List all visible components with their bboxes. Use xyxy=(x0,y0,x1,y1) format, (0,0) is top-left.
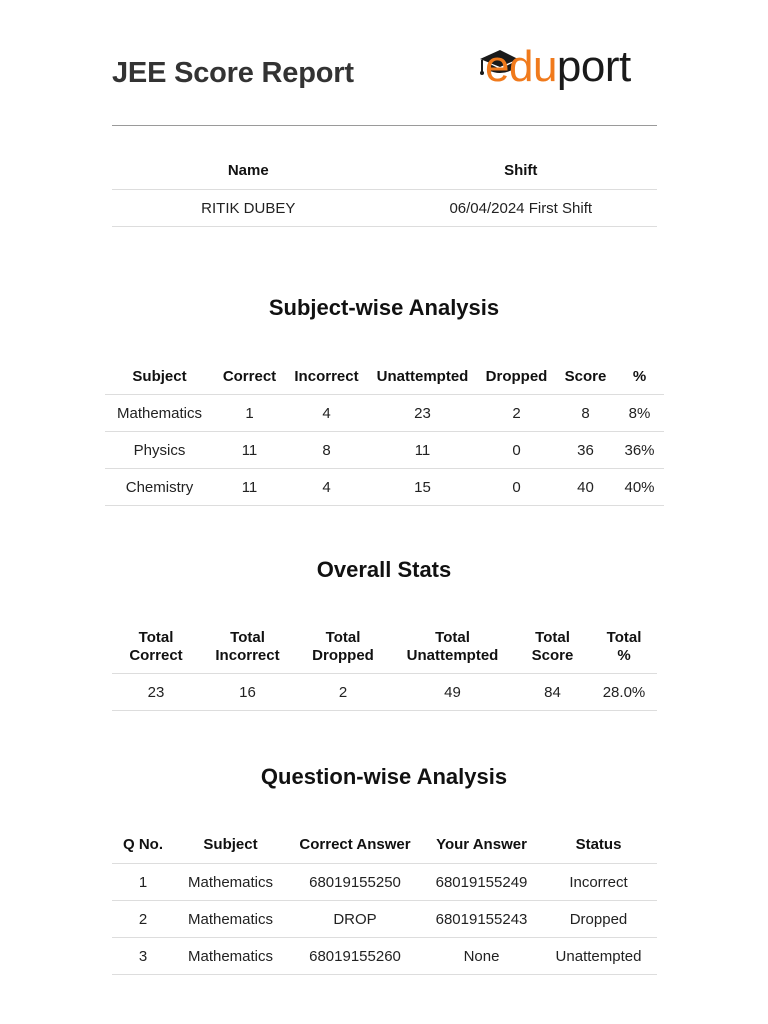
table-cell: 0 xyxy=(477,432,556,469)
table-cell: 23 xyxy=(112,674,200,711)
table-cell: Mathematics xyxy=(174,938,287,975)
table-cell: 11 xyxy=(214,469,285,506)
column-header: Correct xyxy=(222,367,277,385)
table-cell: 36% xyxy=(615,432,664,469)
column-header-name: Name xyxy=(227,162,269,179)
question-analysis-table xyxy=(112,826,657,975)
table-header-row xyxy=(105,358,664,395)
table-cell: 2 xyxy=(295,674,391,711)
table-row xyxy=(105,469,664,506)
table-cell: 2 xyxy=(112,901,174,938)
column-header: Q No. xyxy=(123,836,163,853)
table-cell: Mathematics xyxy=(105,395,214,432)
table-cell: 28.0% xyxy=(591,674,657,711)
column-header: Your Answer xyxy=(436,836,527,853)
logo-text-port: port xyxy=(556,42,631,91)
table-cell: 36 xyxy=(556,432,615,469)
column-header: Dropped xyxy=(485,367,548,385)
table-header-row xyxy=(112,620,657,674)
student-name: RITIK DUBEY xyxy=(112,190,385,227)
header-divider xyxy=(112,125,657,126)
column-header: Total Correct xyxy=(129,628,183,664)
table-cell: Incorrect xyxy=(540,864,657,901)
table-cell: 15 xyxy=(368,469,477,506)
table-cell: 23 xyxy=(368,395,477,432)
table-row xyxy=(105,395,664,432)
table-cell: 1 xyxy=(214,395,285,432)
subject-analysis-table xyxy=(105,358,664,506)
table-cell: None xyxy=(423,938,540,975)
column-header: Subject xyxy=(203,836,258,853)
table-cell: DROP xyxy=(287,901,423,938)
table-row xyxy=(112,938,657,975)
exam-shift: 06/04/2024 First Shift xyxy=(385,190,658,227)
column-header: Score xyxy=(564,367,607,385)
question-analysis-title: Question-wise Analysis xyxy=(260,764,508,789)
overall-stats-title: Overall Stats xyxy=(316,557,452,582)
table-cell: 11 xyxy=(368,432,477,469)
table-row xyxy=(112,864,657,901)
table-row xyxy=(112,901,657,938)
table-cell: 1 xyxy=(112,864,174,901)
table-header-row xyxy=(112,152,657,190)
table-cell: 8 xyxy=(285,432,368,469)
column-header: Total % xyxy=(606,628,642,664)
table-cell: 8 xyxy=(556,395,615,432)
table-cell: 0 xyxy=(477,469,556,506)
table-cell: Dropped xyxy=(540,901,657,938)
table-row xyxy=(112,674,657,711)
table-cell: Physics xyxy=(105,432,214,469)
table-cell: 8% xyxy=(615,395,664,432)
table-cell: 68019155260 xyxy=(287,938,423,975)
column-header-shift: Shift xyxy=(504,162,538,179)
column-header: Total Score xyxy=(531,628,574,664)
table-row xyxy=(105,432,664,469)
table-cell: 40% xyxy=(615,469,664,506)
table-cell: 4 xyxy=(285,469,368,506)
table-cell: 68019155250 xyxy=(287,864,423,901)
table-cell: Unattempted xyxy=(540,938,657,975)
table-cell: 3 xyxy=(112,938,174,975)
table-cell: 4 xyxy=(285,395,368,432)
table-cell: Chemistry xyxy=(105,469,214,506)
column-header: Incorrect xyxy=(294,367,359,385)
column-header: Unattempted xyxy=(376,367,469,385)
table-cell: Mathematics xyxy=(174,864,287,901)
table-cell: 2 xyxy=(477,395,556,432)
table-cell: 40 xyxy=(556,469,615,506)
table-cell: 11 xyxy=(214,432,285,469)
table-row xyxy=(112,190,657,227)
overall-stats-table xyxy=(112,620,657,711)
table-cell: 49 xyxy=(391,674,514,711)
column-header: Subject xyxy=(132,367,187,385)
table-cell: Mathematics xyxy=(174,901,287,938)
table-header-row xyxy=(112,826,657,864)
logo-wordmark xyxy=(485,41,631,94)
logo-text-edu: edu xyxy=(485,42,557,91)
column-header: % xyxy=(632,367,647,385)
table-cell: 84 xyxy=(514,674,591,711)
subject-analysis-title: Subject-wise Analysis xyxy=(268,295,500,320)
column-header: Status xyxy=(575,836,622,853)
table-cell: 16 xyxy=(200,674,295,711)
table-cell: 68019155249 xyxy=(423,864,540,901)
column-header: Total Unattempted xyxy=(406,628,499,664)
column-header: Correct Answer xyxy=(299,836,411,853)
column-header: Total Dropped xyxy=(312,628,374,664)
column-header: Total Incorrect xyxy=(215,628,280,664)
table-cell: 68019155243 xyxy=(423,901,540,938)
eduport-logo xyxy=(478,42,660,99)
report-title: JEE Score Report xyxy=(112,57,354,89)
student-info-table xyxy=(112,152,657,227)
